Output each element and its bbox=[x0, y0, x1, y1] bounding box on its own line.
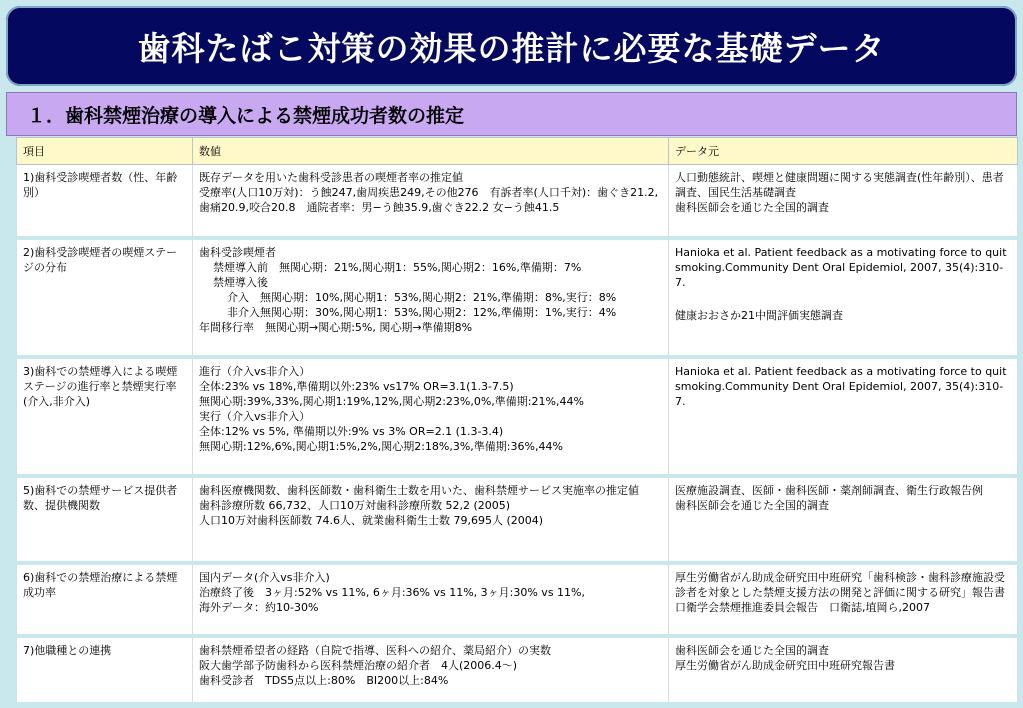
source-line: 口衛学会禁煙推進委員会報告 口衛誌,埴岡ら,2007 bbox=[675, 601, 930, 614]
value-line: 禁煙導入前 無関心期：21%,関心期1：55%,関心期2：16%,準備期：7% bbox=[213, 261, 582, 274]
source-line: 歯科医師会を通じた全国的調査 bbox=[675, 201, 829, 214]
row-item bbox=[17, 636, 193, 704]
item-text: 5)歯科での禁煙サービス提供者数、提供機関数 bbox=[23, 484, 178, 512]
row-sources bbox=[669, 357, 1018, 476]
page-title: 歯科たばこ対策の効果の推計に必要な基礎データ bbox=[6, 6, 1017, 86]
row-sources bbox=[669, 165, 1018, 239]
value-line: 受療率(人口10万対)：う蝕247,歯周疾患249,その他276 有訴者率(人口千対)：歯ぐき21.2,歯痛20.9,咬合20.8 通院者率：男−う蝕35.9,歯ぐき22.2 女−う蝕41.5 bbox=[199, 186, 659, 214]
value-line: 既存データを用いた歯科受診患者の喫煙者率の推定値 bbox=[199, 171, 463, 184]
source-line: 医療施設調査、医師・歯科医師・薬剤師調査、衛生行政報告例 bbox=[675, 484, 983, 497]
value-line: 治療終了後 3ヶ月:52% vs 11%, 6ヶ月:36% vs 11%, 3ヶ月:30% vs 11%, bbox=[199, 586, 585, 599]
row-item bbox=[17, 238, 193, 357]
value-line: 全体:23% vs 18%,準備期以外:23% vs17% OR=3.1(1.3-7.5) bbox=[199, 380, 514, 393]
item-text: 2)歯科受診喫煙者の喫煙ステージの分布 bbox=[23, 246, 178, 274]
column-header-source: データ元 bbox=[669, 138, 1018, 165]
row-values bbox=[193, 357, 669, 476]
value-line: 人口10万対歯科医師数 74.6人、就業歯科衛生士数 79,695人 (2004) bbox=[199, 514, 544, 527]
value-line: 歯科受診喫煙者 bbox=[199, 246, 276, 259]
row-values bbox=[193, 563, 669, 636]
row-values bbox=[193, 238, 669, 357]
value-line: 無関心期:39%,33%,関心期1:19%,12%,関心期2:23%,0%,準備期:21%,44% bbox=[199, 395, 584, 408]
value-line: 歯科診療所数 66,732、人口10万対歯科診療所数 52,2 (2005) bbox=[199, 499, 511, 512]
source-line: 人口動態統計、喫煙と健康問題に関する実態調査(性年齢別）、患者調査、国民生活基礎調査 bbox=[675, 171, 1004, 199]
column-header-item: 項目 bbox=[17, 138, 193, 165]
value-line: 進行（介入vs非介入） bbox=[199, 365, 311, 378]
table-row bbox=[17, 476, 1018, 563]
table-row bbox=[17, 563, 1018, 636]
section-heading: １．歯科禁煙治療の導入による禁煙成功者数の推定 bbox=[6, 92, 1017, 136]
value-line: 実行（介入vs非介入） bbox=[199, 410, 311, 423]
row-item bbox=[17, 357, 193, 476]
row-values bbox=[193, 476, 669, 563]
row-item bbox=[17, 165, 193, 239]
value-line: 海外データ：約10-30% bbox=[199, 601, 319, 614]
value-line: 年間移行率 無関心期→関心期:5%, 関心期→準備期8% bbox=[199, 321, 473, 334]
source-line: 歯科医師会を通じた全国的調査 bbox=[675, 644, 829, 657]
row-sources bbox=[669, 238, 1018, 357]
source-line: 厚生労働省がん助成金研究田中班研究報告書 bbox=[675, 659, 895, 672]
value-line: 介入 無関心期：10%,関心期1：53%,関心期2：21%,準備期：8%,実行：8% bbox=[227, 291, 617, 304]
value-line: 歯科医療機関数、歯科医師数・歯科衛生士数を用いた、歯科禁煙サービス実施率の推定値 bbox=[199, 484, 639, 497]
table-row bbox=[17, 238, 1018, 357]
item-text: 6)歯科での禁煙治療による禁煙成功率 bbox=[23, 571, 178, 599]
value-line: 歯科受診者 TDS5点以上:80% BI200以上:84% bbox=[199, 674, 449, 687]
row-sources bbox=[669, 636, 1018, 704]
value-line: 全体:12% vs 5%, 準備期以外:9% vs 3% OR=2.1 (1.3-3.4) bbox=[199, 425, 504, 438]
item-text: 7)他職種との連携 bbox=[23, 644, 112, 657]
source-line: 健康おおさか21中間評価実態調査 bbox=[675, 309, 843, 322]
value-line: 歯科禁煙希望者の経路（自院で指導、医科への紹介、薬局紹介）の実数 bbox=[199, 644, 551, 657]
data-table bbox=[16, 137, 1018, 706]
row-sources bbox=[669, 476, 1018, 563]
table-row bbox=[17, 357, 1018, 476]
table-row bbox=[17, 165, 1018, 239]
value-line: 無関心期:12%,6%,関心期1:5%,2%,関心期2:18%,3%,準備期:36%,44% bbox=[199, 440, 563, 453]
row-sources bbox=[669, 563, 1018, 636]
value-line: 禁煙導入後 bbox=[213, 276, 268, 289]
table-header-row bbox=[17, 138, 1018, 165]
row-item bbox=[17, 563, 193, 636]
column-header-value: 数値 bbox=[193, 138, 669, 165]
row-item bbox=[17, 476, 193, 563]
row-values bbox=[193, 636, 669, 704]
item-text: 3)歯科での禁煙導入による喫煙ステージの進行率と禁煙実行率(介入,非介入) bbox=[23, 365, 178, 408]
row-values bbox=[193, 165, 669, 239]
value-line: 非介入無関心期：30%,関心期1：53%,関心期2：12%,準備期：1%,実行：4% bbox=[227, 306, 617, 319]
source-line: 歯科医師会を通じた全国的調査 bbox=[675, 499, 829, 512]
value-line: 阪大歯学部予防歯科から医科禁煙治療の紹介者 4人(2006.4〜) bbox=[199, 659, 518, 672]
item-text: 1)歯科受診喫煙者数（性、年齢別） bbox=[23, 171, 178, 199]
source-line: Hanioka et al. Patient feedback as a motivating force to quit smoking.Community Dent Oral Epidemiol, 2007, 35(4):310-7. bbox=[675, 246, 1007, 289]
table-row bbox=[17, 636, 1018, 704]
source-line: 厚生労働省がん助成金研究田中班研究「歯科検診・歯科診療施設受診者を対象とした禁煙支援方法の開発と評価に関する研究」報告書 bbox=[675, 571, 1005, 599]
value-line: 国内データ(介入vs非介入) bbox=[199, 571, 330, 584]
source-line: Hanioka et al. Patient feedback as a motivating force to quit smoking.Community Dent Oral Epidemiol, 2007, 35(4):310-7. bbox=[675, 365, 1007, 408]
